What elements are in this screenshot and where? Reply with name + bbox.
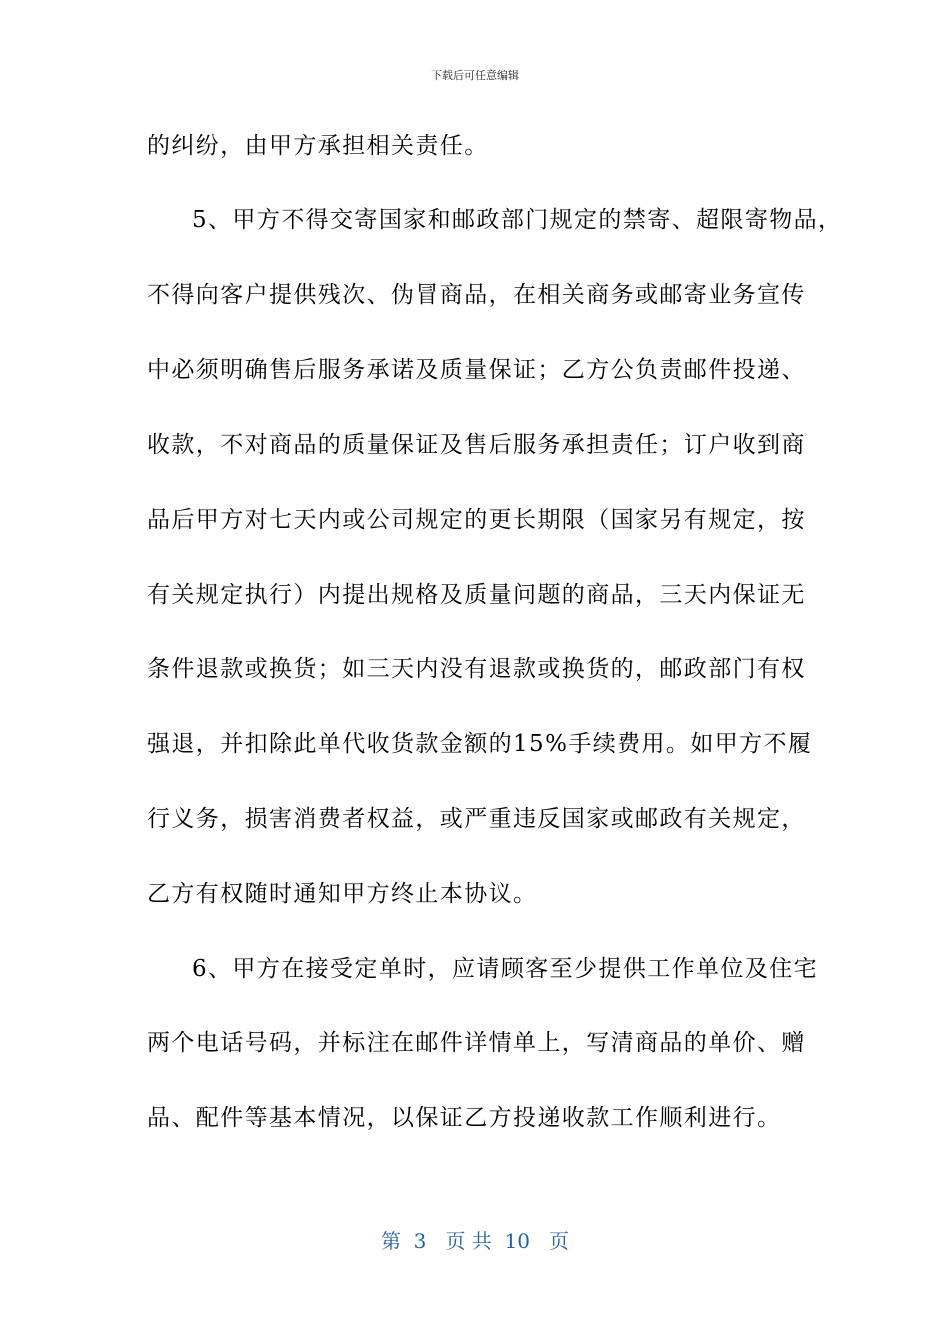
body-line: 品后甲方对七天内或公司规定的更长期限（国家另有规定，按 [147,507,806,533]
body-line: 有关规定执行）内提出规格及质量问题的商品，三天内保证无 [147,582,806,608]
body-line: 中必须明确售后服务承诺及质量保证；乙方公负责邮件投递、 [147,357,806,383]
body-line: 不得向客户提供残次、伪冒商品，在相关商务或邮寄业务宣传 [147,282,806,308]
body-line: 乙方有权随时通知甲方终止本协议。 [147,881,538,907]
body-line: 条件退款或换货；如三天内没有退款或换货的，邮政部门有权 [147,656,806,682]
header-note: 下载后可任意编辑 [431,69,519,82]
body-line: 6、甲方在接受定单时，应请顾客至少提供工作单位及住宅 [192,956,819,982]
page-number: 第 3 页 共 10 页 [380,1229,570,1253]
body-line: 品、配件等基本情况，以保证乙方投递收款工作顺利进行。 [147,1105,782,1131]
body-line: 两个电话号码，并标注在邮件详情单上，写清商品的单价、赠 [147,1030,806,1056]
body-line: 收款，不对商品的质量保证及售后服务承担责任；订户收到商 [147,432,806,458]
body-line: 行义务，损害消费者权益，或严重违反国家或邮政有关规定， [147,806,806,832]
body-line: 的纠纷，由甲方承担相关责任。 [147,133,489,159]
body-line: 5、甲方不得交寄国家和邮政部门规定的禁寄、超限寄物品， [192,207,843,233]
body-line: 强退，并扣除此单代收货款金额的15%手续费用。如甲方不履 [147,731,813,757]
